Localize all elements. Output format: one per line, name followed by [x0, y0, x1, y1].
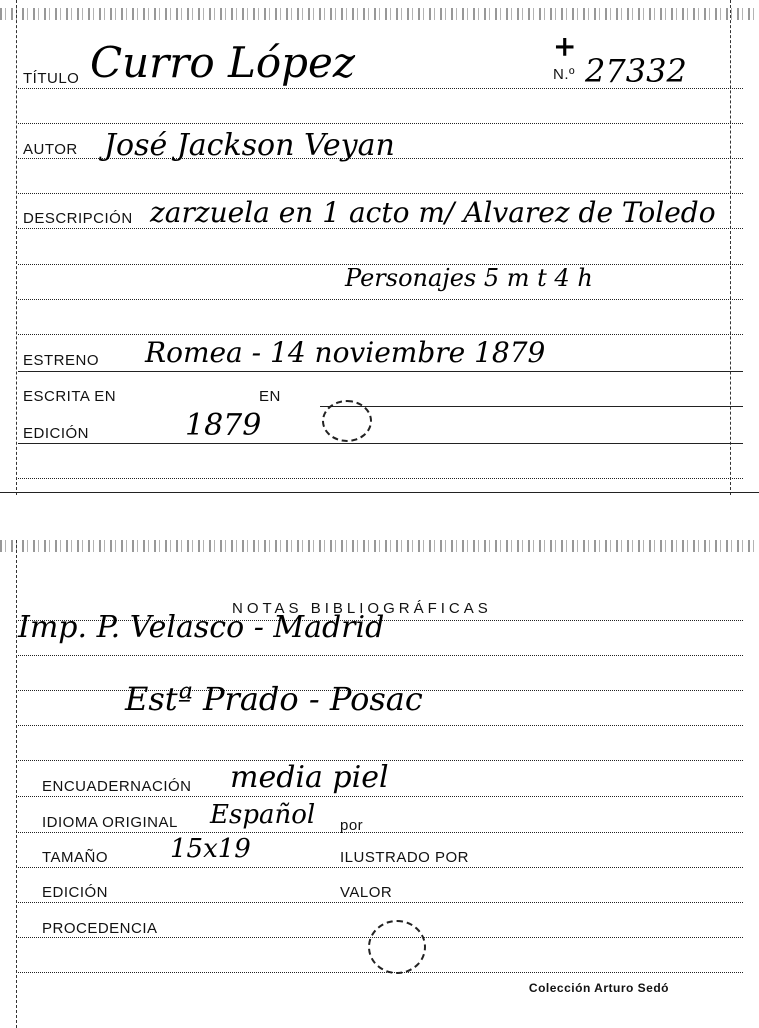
- catalog-card-bottom: [0, 540, 759, 1028]
- card-right-edge: [730, 0, 731, 495]
- rule-line: [18, 725, 743, 726]
- value-titulo: Curro López: [90, 38, 356, 87]
- value-idioma: Español: [210, 800, 316, 830]
- rule-line: [18, 902, 743, 903]
- label-encuadernacion: ENCUADERNACIÓN: [42, 778, 192, 795]
- label-edicion-2: EDICIÓN: [42, 884, 109, 901]
- label-titulo: TÍTULO: [23, 70, 80, 87]
- rule-line: [18, 655, 743, 656]
- scan-noise-top: [0, 8, 759, 20]
- value-numero: 27332: [585, 52, 687, 90]
- note-line-2: Estª Prado - Posac: [125, 680, 423, 718]
- rule-line: [18, 832, 743, 833]
- rule-line: [18, 334, 743, 335]
- value-estreno: Romea - 14 noviembre 1879: [145, 336, 546, 369]
- label-descripcion: DESCRIPCIÓN: [23, 210, 133, 227]
- value-descripcion-1: zarzuela en 1 acto m/ Alvarez de Toledo: [150, 196, 716, 229]
- collection-footer: Colección Arturo Sedó: [528, 981, 669, 995]
- label-numero: N.º: [553, 66, 575, 83]
- value-descripcion-2: Personajes 5 m t 4 h: [345, 264, 593, 292]
- catalog-card-top: [0, 0, 759, 495]
- ink-blot: [368, 920, 426, 974]
- rule-line: [18, 972, 743, 973]
- note-line-1: Imp. P. Velasco - Madrid: [18, 610, 385, 645]
- ink-blot: [322, 400, 372, 442]
- rule-line: [18, 796, 743, 797]
- label-en: EN: [259, 388, 281, 405]
- label-valor: VALOR: [340, 884, 393, 901]
- cross-mark: +: [553, 30, 577, 63]
- card-left-edge: [16, 0, 17, 495]
- label-ilustrado: ILUSTRADO POR: [340, 849, 470, 866]
- rule-line: [18, 123, 743, 124]
- notes-heading: NOTAS BIBLIOGRÁFICAS: [232, 600, 492, 617]
- label-escrita-en: ESCRITA EN: [23, 388, 117, 405]
- scan-noise-bottom: [0, 540, 759, 552]
- rule-line: [18, 867, 743, 868]
- rule-line: [18, 193, 743, 194]
- value-autor: José Jackson Veyan: [104, 128, 395, 163]
- rule-line: [18, 299, 743, 300]
- rule-line: [18, 443, 743, 444]
- card-left-edge: [16, 540, 17, 1028]
- card-separator: [0, 492, 759, 493]
- value-edicion: 1879: [185, 408, 262, 443]
- rule-line: [320, 406, 743, 407]
- label-idioma: IDIOMA ORIGINAL: [42, 814, 178, 831]
- label-autor: AUTOR: [23, 141, 78, 158]
- value-tamano: 15x19: [170, 834, 251, 864]
- value-encuadernacion: media piel: [230, 760, 389, 795]
- rule-line: [18, 371, 743, 372]
- label-por: por: [340, 817, 364, 834]
- label-estreno: ESTRENO: [23, 352, 100, 369]
- label-tamano: TAMAÑO: [42, 849, 109, 866]
- label-edicion: EDICIÓN: [23, 425, 90, 442]
- rule-line: [18, 478, 743, 479]
- label-procedencia: PROCEDENCIA: [42, 920, 158, 937]
